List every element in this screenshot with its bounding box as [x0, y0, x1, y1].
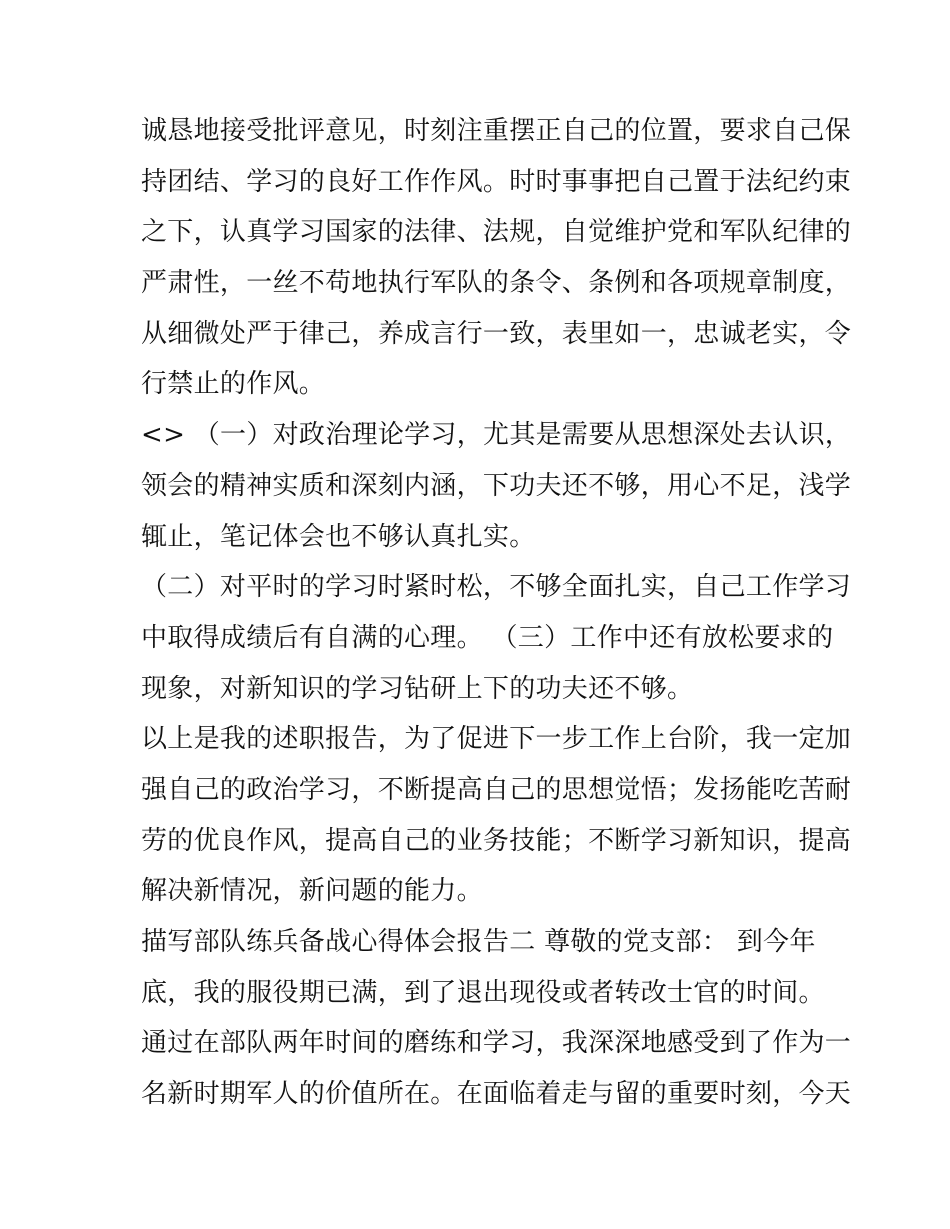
text-line: 之下，认真学习国家的法律、法规，自觉维护党和军队纪律的	[141, 217, 852, 248]
text-line: 行禁止的作风。	[141, 369, 326, 400]
body-text	[141, 106, 852, 1120]
text-line: 劳的优良作风，提高自己的业务技能；不断学习新知识，提高	[141, 825, 852, 856]
text-line: 从细微处严于律己，养成言行一致，表里如一，忠诚老实，令	[141, 318, 852, 349]
text-line: 诚恳地接受批评意见，时刻注重摆正自己的位置，要求自己保	[141, 116, 852, 146]
text-line: 通过在部队两年时间的磨练和学习，我深深地感受到了作为一	[141, 1028, 852, 1059]
text-line: <> （一）对政治理论学习，尤其是需要从思想深处去认识，	[141, 420, 852, 451]
text-line: 强自己的政治学习，不断提高自己的思想觉悟；发扬能吃苦耐	[141, 774, 852, 805]
text-line: 底，我的服役期已满，到了退出现役或者转改士官的时间。	[141, 977, 825, 1008]
text-line: 描写部队练兵备战心得体会报告二 尊敬的党支部： 到今年	[141, 927, 816, 957]
text-line: 以上是我的述职报告，为了促进下一步工作上台阶，我一定加	[141, 724, 852, 755]
text-line: 辄止，笔记体会也不够认真扎实。	[141, 521, 536, 552]
text-line: 领会的精神实质和深刻内涵，下功夫还不够，用心不足，浅学	[141, 470, 852, 501]
text-line: 中取得成绩后有自满的心理。 （三）工作中还有放松要求的	[141, 622, 834, 653]
text-line: 现象，对新知识的学习钻研上下的功夫还不够。	[141, 673, 694, 704]
text-line: （二）对平时的学习时紧时松，不够全面扎实，自己工作学习	[141, 572, 852, 603]
text-line: 严肃性，一丝不苟地执行军队的条令、条例和各项规章制度，	[141, 268, 852, 299]
text-line: 名新时期军人的价值所在。在面临着走与留的重要时刻，今天	[141, 1079, 852, 1110]
text-line: 持团结、学习的良好工作作风。时时事事把自己置于法纪约束	[141, 166, 852, 197]
text-line: 解决新情况，新问题的能力。	[141, 876, 483, 907]
